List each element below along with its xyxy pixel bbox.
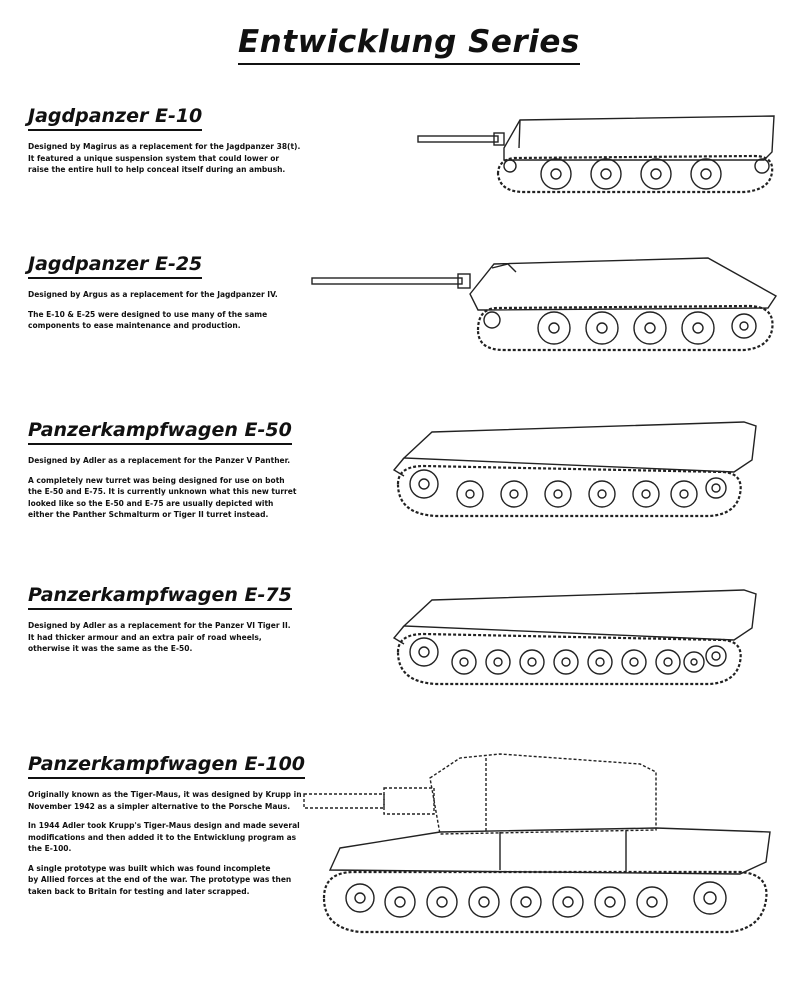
description-line: Designed by Adler as a replacement for the Panzer VI Tiger II. [28, 621, 291, 630]
tank-hull-side-view-icon [384, 414, 776, 526]
description-line: Designed by Magirus as a replacement for the Jagdpanzer 38(t). [28, 142, 301, 151]
description-line: by Allied forces at the end of the war. The prototype was then [28, 875, 292, 884]
description-line: A completely new turret was being designed for use on both [28, 475, 285, 485]
description-line: The E-10 & E-25 were designed to use many of the same [28, 309, 268, 319]
section-heading: Panzerkampfwagen E-100 [28, 752, 305, 779]
section-heading: Jagdpanzer E-25 [28, 252, 202, 279]
description-line: modifications and then added it to the Entwicklung program as [28, 832, 297, 842]
section-e25 [28, 252, 318, 332]
description-line: the E-50 and E-75. It is currently unknown what this new turret [28, 487, 297, 496]
description-line: A single prototype was built which was found incomplete [28, 863, 271, 873]
super-heavy-tank-side-view-icon [300, 748, 778, 944]
section-description [28, 789, 318, 812]
section-heading: Jagdpanzer E-10 [28, 104, 202, 131]
section-description: Designed by Argus as a replacement for the Jagdpanzer IV. [28, 290, 278, 299]
section-description [28, 620, 318, 655]
tank-destroyer-side-view-icon [414, 108, 784, 220]
section-e10 [28, 104, 318, 176]
section-e100 [28, 752, 318, 897]
description-line: the E-100. [28, 844, 72, 853]
description-line: November 1942 as a simpler alternative to the Porsche Maus. [28, 801, 291, 811]
section-description [28, 141, 318, 176]
section-description [28, 863, 318, 898]
tank-destroyer-side-view-icon [308, 250, 782, 370]
description-line: In 1944 Adler took Krupp's Tiger-Maus design and made several [28, 821, 300, 830]
description-line: otherwise it was the same as the E-50. [28, 644, 193, 653]
section-description [28, 309, 318, 332]
description-line: looked like so the E-50 and E-75 are usually depicted with [28, 498, 274, 508]
description-line: Originally known as the Tiger-Maus, it was designed by Krupp in [28, 790, 302, 799]
section-description [28, 820, 318, 855]
section-heading: Panzerkampfwagen E-50 [28, 418, 292, 445]
description-line: taken back to Britain for testing and later scrapped. [28, 886, 250, 896]
page-title: Entwicklung Series [238, 22, 580, 65]
description-line: raise the entire hull to help conceal itself during an ambush. [28, 165, 286, 174]
section-heading: Panzerkampfwagen E-75 [28, 583, 292, 610]
section-description: Designed by Adler as a replacement for the Panzer V Panther. [28, 456, 291, 465]
section-description [28, 475, 318, 521]
description-line: It featured a unique suspension system that could lower or [28, 153, 280, 163]
section-e75 [28, 583, 318, 655]
section-e50 [28, 418, 318, 521]
description-line: either the Panther Schmalturm or Tiger II turret instead. [28, 510, 269, 519]
tank-hull-side-view-icon [384, 582, 776, 692]
description-line: It had thicker armour and an extra pair of road wheels, [28, 632, 262, 642]
description-line: components to ease maintenance and production. [28, 321, 241, 330]
